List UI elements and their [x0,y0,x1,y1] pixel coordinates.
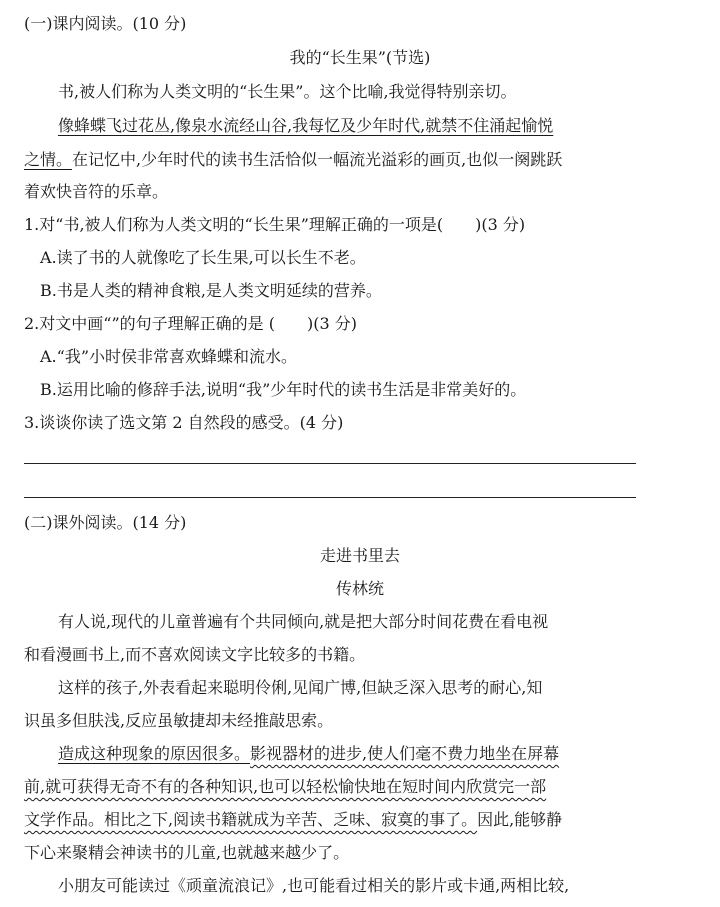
section1-header: (一)课内阅读。(10 分) [24,14,187,33]
para2-text: 在记忆中,少年时代的读书生活恰似一幅流光溢彩的画页,也似一阕跳跃 [72,150,563,169]
section2-p3-line4: 下心来聚精会神读书的儿童,也就越来越少了。 [24,843,350,862]
question-1-option-a: A.读了书的人就像吃了长生果,可以长生不老。 [40,248,366,267]
section2-header: (二)课外阅读。(14 分) [24,513,187,532]
section2-p2-line2: 识虽多但肤浅,反应虽敏捷却未经推敲思索。 [24,711,334,730]
section2-p1-line1: 有人说,现代的儿童普遍有个共同倾向,就是把大部分时间花费在看电视 [58,612,549,631]
answer-line-2[interactable] [24,497,636,498]
solid-underlined-sentence: 造成这种现象的原因很多。 [58,744,251,763]
p3-text: 因此,能够静 [477,810,563,829]
section2-author: 传林统 [335,579,384,598]
wavy-underlined-sentence: 影视器材的进步,使人们毫不费力地坐在屏幕 [250,744,560,763]
underlined-sentence-end: 之情。 [24,150,73,169]
question-3: 3.谈谈你读了选文第 2 自然段的感受。(4 分) [24,413,344,432]
question-2-option-b: B.运用比喻的修辞手法,说明“我”少年时代的读书生活是非常美好的。 [40,380,527,399]
wavy-underlined-sentence-end: 文学作品。相比之下,阅读书籍就成为辛苦、乏味、寂寞的事了。 [24,810,478,829]
section1-title: 我的“长生果”(节选) [289,48,431,67]
section1-para1: 书,被人们称为人类文明的“长生果”。这个比喻,我觉得特别亲切。 [58,82,517,101]
wavy-underlined-sentence-cont: 前,就可获得无奇不有的各种知识,也可以轻松愉快地在短时间内欣赏完一部 [24,777,547,796]
underlined-sentence: 像蜂蝶飞过花丛,像泉水流经山谷,我每忆及少年时代,就禁不住涌起愉悦 [58,116,554,135]
question-2-option-a: A.“我”小时侯非常喜欢蜂蝶和流水。 [40,347,298,366]
section2-p3-line1 [58,742,559,766]
section2-title: 走进书里去 [319,546,400,565]
question-2: 2.对文中画“”的句子理解正确的是 ( )(3 分) [24,314,357,333]
section2-p3-line2 [24,775,546,799]
section2-p4-line1: 小朋友可能读过《顽童流浪记》,也可能看过相关的影片或卡通,两相比较, [58,876,570,895]
section1-para2-line1 [58,114,553,138]
section2-p3-line3 [24,808,562,832]
section1-para2-line3: 着欢快音符的乐章。 [24,182,169,201]
answer-line-1[interactable] [24,463,636,464]
section2-p1-line2: 和看漫画书上,而不喜欢阅读文字比较多的书籍。 [24,645,366,664]
section2-p2-line1: 这样的孩子,外表看起来聪明伶俐,见闻广博,但缺乏深入思考的耐心,知 [58,678,543,697]
question-1: 1.对“书,被人们称为人类文明的“长生果”理解正确的一项是( )(3 分) [24,215,526,234]
section1-para2-line2 [24,148,562,172]
question-1-option-b: B.书是人类的精神食粮,是人类文明延续的营养。 [40,281,382,300]
